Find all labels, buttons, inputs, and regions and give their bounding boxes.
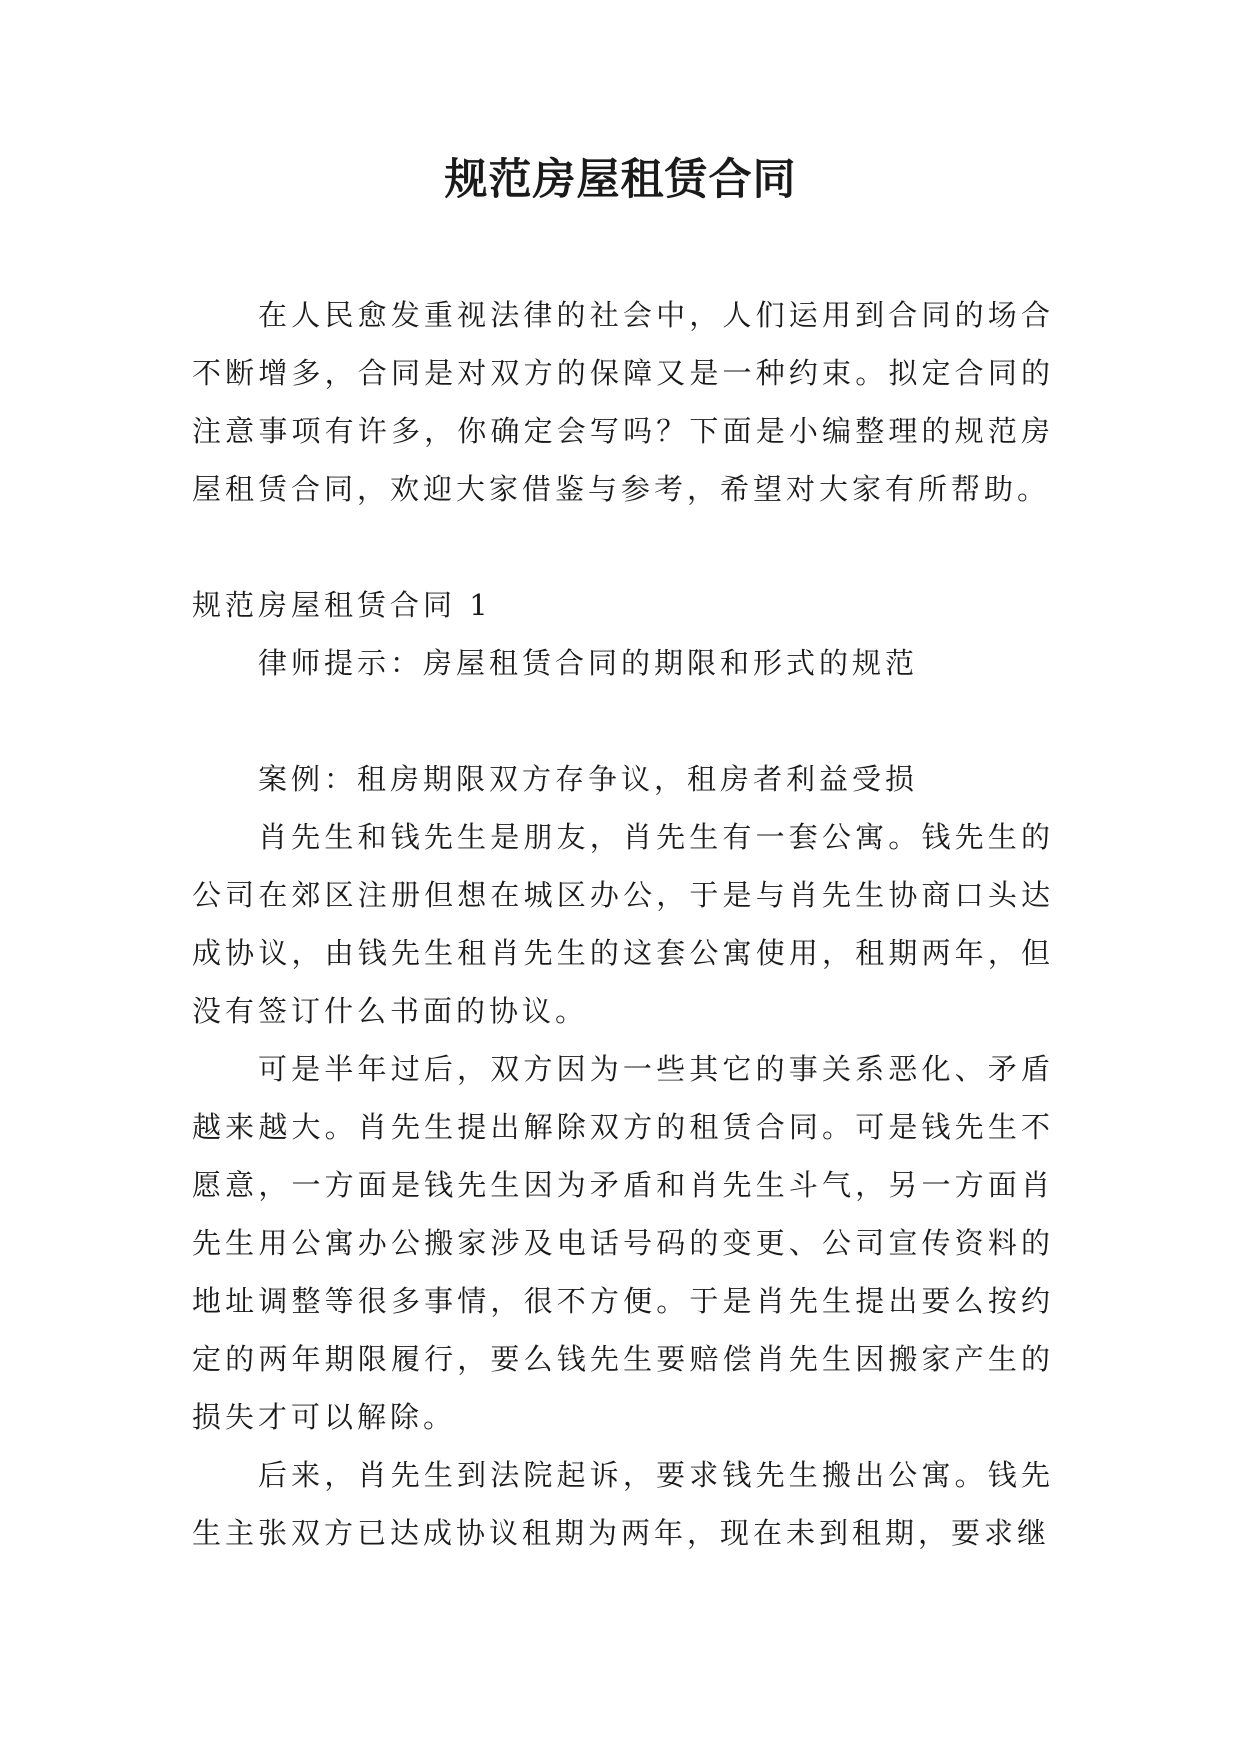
lawyer-tip: 律师提示：房屋租赁合同的期限和形式的规范 (258, 646, 919, 680)
spacer (192, 692, 1054, 750)
spacer (192, 518, 1054, 576)
case-heading: 案例：租房期限双方存争议，租房者利益受损 (258, 762, 919, 796)
document-title: 规范房屋租赁合同 (444, 155, 797, 205)
case-paragraph-3: 后来，肖先生到法院起诉，要求钱先生搬出公寓。钱先生主张双方已达成协议租期为两年，现在未到租期，要求继 (192, 1458, 1054, 1550)
section-heading: 规范房屋租赁合同 1 (192, 588, 492, 622)
case-paragraph-1: 肖先生和钱先生是朋友，肖先生有一套公寓。钱先生的公司在郊区注册但想在城区办公，于是与肖先生协商口头达成协议，由钱先生租肖先生的这套公寓使用，租期两年，但没有签订什么书面的协议。 (192, 820, 1054, 1028)
document-body (192, 286, 1054, 1562)
intro-paragraph: 在人民愈发重视法律的社会中，人们运用到合同的场合不断增多，合同是对双方的保障又是一种约束。拟定合同的注意事项有许多，你确定会写吗？下面是小编整理的规范房屋租赁合同，欢迎大家借鉴与参考，希望对大家有所帮助。 (192, 298, 1054, 506)
case-paragraph-2: 可是半年过后，双方因为一些其它的事关系恶化、矛盾越来越大。肖先生提出解除双方的租赁合同。可是钱先生不愿意，一方面是钱先生因为矛盾和肖先生斗气，另一方面肖先生用公寓办公搬家涉及电话号码的变更、公司宣传资料的地址调整等很多事情，很不方便。于是肖先生提出要么按约定的两年期限履行，要么钱先生要赔偿肖先生因搬家产生的损失才可以解除。 (192, 1052, 1054, 1434)
